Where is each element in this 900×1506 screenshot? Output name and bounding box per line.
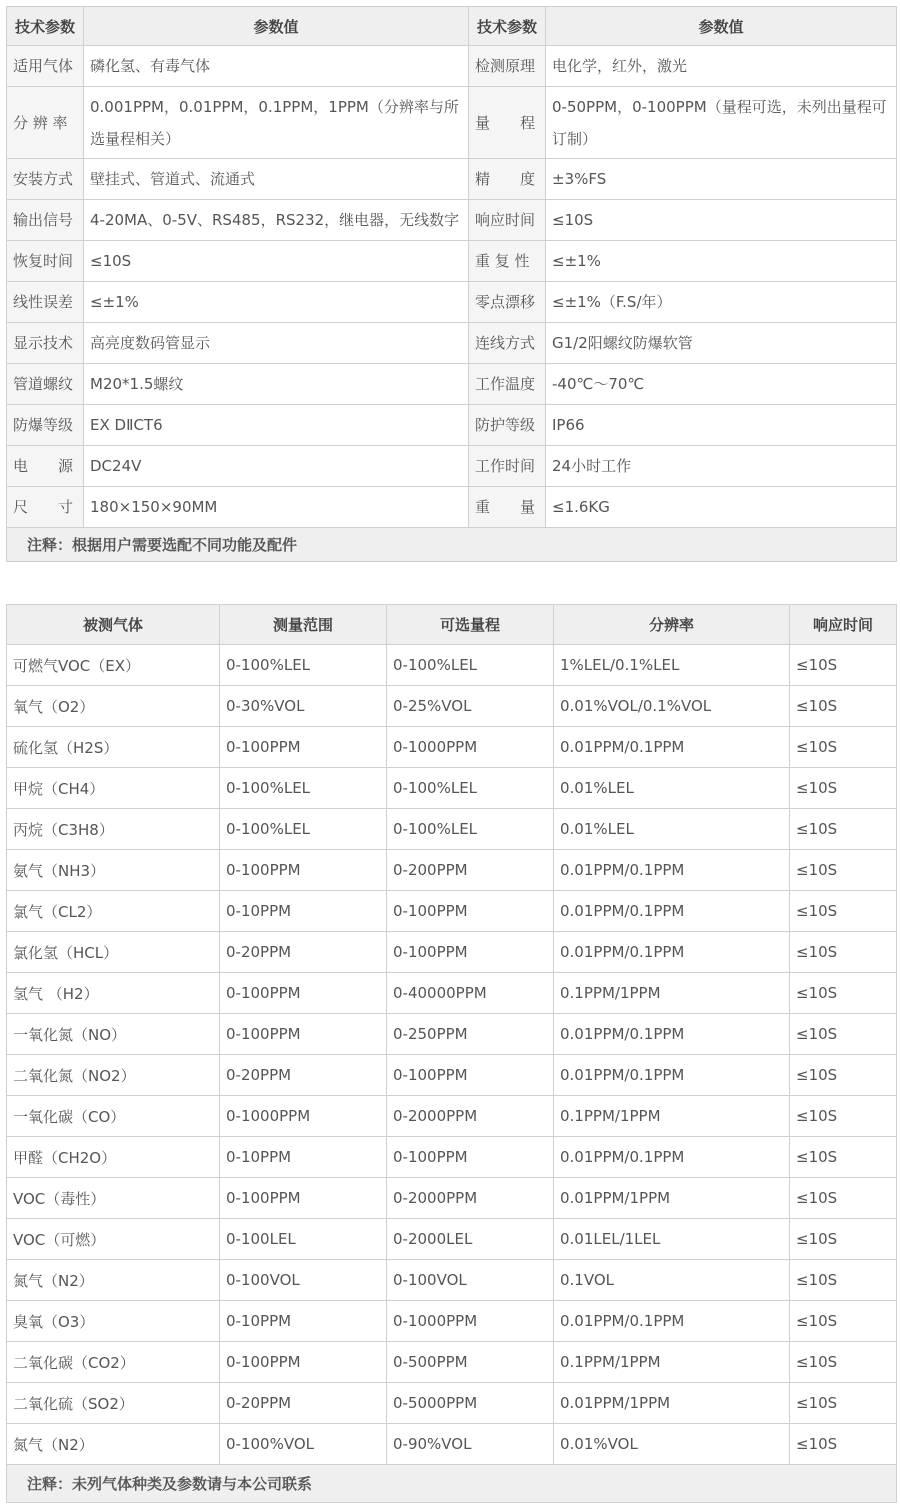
- spec-value: 180×150×90MM: [84, 487, 469, 528]
- spec-row: [7, 446, 897, 487]
- resolution-cell: 0.01LEL/1LEL: [554, 1219, 790, 1260]
- spec-value: -40℃～70℃: [546, 364, 897, 405]
- gas-row: [7, 850, 897, 891]
- optional-range-cell: 0-40000PPM: [387, 973, 554, 1014]
- gas-note-row: [7, 1465, 897, 1503]
- spec-value: ≤1.6KG: [546, 487, 897, 528]
- optional-range-cell: 0-5000PPM: [387, 1383, 554, 1424]
- gas-name-cell: 氧气（O2）: [7, 686, 220, 727]
- optional-range-cell: 0-1000PPM: [387, 727, 554, 768]
- range-cell: 0-100PPM: [220, 973, 387, 1014]
- resolution-cell: 0.01%LEL: [554, 809, 790, 850]
- gas-header-range: 测量范围: [220, 605, 387, 645]
- range-cell: 0-100PPM: [220, 1014, 387, 1055]
- resolution-cell: 0.01PPM/1PPM: [554, 1383, 790, 1424]
- response-time-cell: ≤10S: [790, 1137, 897, 1178]
- gas-row: [7, 1096, 897, 1137]
- optional-range-cell: 0-100%LEL: [387, 645, 554, 686]
- resolution-cell: 0.1VOL: [554, 1260, 790, 1301]
- gas-name-cell: VOC（毒性）: [7, 1178, 220, 1219]
- gas-header-row: [7, 605, 897, 645]
- spec-header-param: 技术参数: [7, 7, 84, 46]
- spec-value: EX DⅡCT6: [84, 405, 469, 446]
- spec-header-row: [7, 7, 897, 46]
- response-time-cell: ≤10S: [790, 1383, 897, 1424]
- range-cell: 0-100%LEL: [220, 768, 387, 809]
- response-time-cell: ≤10S: [790, 1260, 897, 1301]
- spec-value: 0.001PPM，0.01PPM，0.1PPM，1PPM（分辨率与所选量程相关）: [84, 87, 469, 159]
- gas-name-cell: 氯气（CL2）: [7, 891, 220, 932]
- optional-range-cell: 0-1000PPM: [387, 1301, 554, 1342]
- gas-row: [7, 1383, 897, 1424]
- range-cell: 0-20PPM: [220, 1383, 387, 1424]
- response-time-cell: ≤10S: [790, 1219, 897, 1260]
- spec-value: 0-50PPM，0-100PPM（量程可选，未列出量程可订制）: [546, 87, 897, 159]
- response-time-cell: ≤10S: [790, 1055, 897, 1096]
- resolution-cell: 0.01PPM/0.1PPM: [554, 891, 790, 932]
- gas-row: [7, 1342, 897, 1383]
- gas-name-cell: 硫化氢（H2S）: [7, 727, 220, 768]
- spec-row: [7, 487, 897, 528]
- response-time-cell: ≤10S: [790, 932, 897, 973]
- response-time-cell: ≤10S: [790, 1014, 897, 1055]
- gas-name-cell: 二氧化硫（SO2）: [7, 1383, 220, 1424]
- gas-row: [7, 932, 897, 973]
- spec-value: ≤10S: [546, 200, 897, 241]
- spec-value: 壁挂式、管道式、流通式: [84, 159, 469, 200]
- spec-label: 工作温度: [469, 364, 546, 405]
- gas-name-cell: 氯化氢（HCL）: [7, 932, 220, 973]
- range-cell: 0-100VOL: [220, 1260, 387, 1301]
- gas-name-cell: 二氧化碳（CO2）: [7, 1342, 220, 1383]
- gas-name-cell: 可燃气VOC（EX）: [7, 645, 220, 686]
- gas-row: [7, 809, 897, 850]
- gas-name-cell: 一氧化碳（CO）: [7, 1096, 220, 1137]
- spec-header-param: 技术参数: [469, 7, 546, 46]
- range-cell: 0-10PPM: [220, 1301, 387, 1342]
- spec-value: ≤±1%: [546, 241, 897, 282]
- gas-row: [7, 1424, 897, 1465]
- gas-name-cell: 臭氧（O3）: [7, 1301, 220, 1342]
- optional-range-cell: 0-100VOL: [387, 1260, 554, 1301]
- response-time-cell: ≤10S: [790, 1342, 897, 1383]
- spec-label: 适用气体: [7, 46, 84, 87]
- spec-label: 检测原理: [469, 46, 546, 87]
- gas-row: [7, 768, 897, 809]
- range-cell: 0-10PPM: [220, 1137, 387, 1178]
- spec-label: 重 复 性: [469, 241, 546, 282]
- spec-label: 精 度: [469, 159, 546, 200]
- range-cell: 0-100LEL: [220, 1219, 387, 1260]
- gas-table-body: [7, 645, 897, 1465]
- gas-name-cell: VOC（可燃）: [7, 1219, 220, 1260]
- spec-label: 恢复时间: [7, 241, 84, 282]
- optional-range-cell: 0-100PPM: [387, 932, 554, 973]
- range-cell: 0-20PPM: [220, 932, 387, 973]
- range-cell: 0-100%LEL: [220, 809, 387, 850]
- gas-row: [7, 1178, 897, 1219]
- spec-row: [7, 87, 897, 159]
- spec-label: 防护等级: [469, 405, 546, 446]
- spec-row: [7, 364, 897, 405]
- response-time-cell: ≤10S: [790, 809, 897, 850]
- response-time-cell: ≤10S: [790, 891, 897, 932]
- spec-label: 响应时间: [469, 200, 546, 241]
- response-time-cell: ≤10S: [790, 850, 897, 891]
- spec-label: 重 量: [469, 487, 546, 528]
- optional-range-cell: 0-2000PPM: [387, 1096, 554, 1137]
- optional-range-cell: 0-90%VOL: [387, 1424, 554, 1465]
- range-cell: 0-100PPM: [220, 850, 387, 891]
- spec-row: [7, 159, 897, 200]
- range-cell: 0-100PPM: [220, 1342, 387, 1383]
- spec-value: 电化学，红外，激光: [546, 46, 897, 87]
- gas-row: [7, 686, 897, 727]
- spec-value: ≤±1%: [84, 282, 469, 323]
- spec-label: 零点漂移: [469, 282, 546, 323]
- gas-row: [7, 645, 897, 686]
- resolution-cell: 0.01PPM/0.1PPM: [554, 932, 790, 973]
- optional-range-cell: 0-250PPM: [387, 1014, 554, 1055]
- spec-header-value: 参数值: [546, 7, 897, 46]
- spec-row: [7, 282, 897, 323]
- spec-value: IP66: [546, 405, 897, 446]
- gas-row: [7, 891, 897, 932]
- response-time-cell: ≤10S: [790, 973, 897, 1014]
- spec-note: 注释：根据用户需要选配不同功能及配件: [7, 528, 897, 562]
- optional-range-cell: 0-25%VOL: [387, 686, 554, 727]
- spec-value: 4-20MA、0-5V、RS485，RS232，继电器，无线数字: [84, 200, 469, 241]
- range-cell: 0-100%VOL: [220, 1424, 387, 1465]
- response-time-cell: ≤10S: [790, 1096, 897, 1137]
- spec-row: [7, 200, 897, 241]
- spec-row: [7, 46, 897, 87]
- gas-row: [7, 973, 897, 1014]
- spec-label: 显示技术: [7, 323, 84, 364]
- spec-value: 高亮度数码管显示: [84, 323, 469, 364]
- range-cell: 0-30%VOL: [220, 686, 387, 727]
- gas-header-response-time: 响应时间: [790, 605, 897, 645]
- gas-row: [7, 727, 897, 768]
- optional-range-cell: 0-2000PPM: [387, 1178, 554, 1219]
- gas-name-cell: 氮气（N2）: [7, 1260, 220, 1301]
- spec-value: ≤±1%（F.S/年）: [546, 282, 897, 323]
- resolution-cell: 0.01PPM/0.1PPM: [554, 1055, 790, 1096]
- optional-range-cell: 0-500PPM: [387, 1342, 554, 1383]
- response-time-cell: ≤10S: [790, 1301, 897, 1342]
- spec-table: [6, 6, 897, 562]
- gas-note: 注释：未列气体种类及参数请与本公司联系: [7, 1465, 897, 1503]
- gas-name-cell: 丙烷（C3H8）: [7, 809, 220, 850]
- gas-name-cell: 一氧化氮（NO）: [7, 1014, 220, 1055]
- resolution-cell: 1%LEL/0.1%LEL: [554, 645, 790, 686]
- gas-row: [7, 1301, 897, 1342]
- spec-label: 分 辨 率: [7, 87, 84, 159]
- range-cell: 0-100%LEL: [220, 645, 387, 686]
- gas-name-cell: 氨气（NH3）: [7, 850, 220, 891]
- gas-name-cell: 氢气 （H2）: [7, 973, 220, 1014]
- gas-header-optional-range: 可选量程: [387, 605, 554, 645]
- spec-value: ±3%FS: [546, 159, 897, 200]
- gas-row: [7, 1137, 897, 1178]
- spec-label: 线性误差: [7, 282, 84, 323]
- spec-label: 管道螺纹: [7, 364, 84, 405]
- spec-note-row: [7, 528, 897, 562]
- response-time-cell: ≤10S: [790, 1424, 897, 1465]
- resolution-cell: 0.1PPM/1PPM: [554, 1096, 790, 1137]
- spec-row: [7, 323, 897, 364]
- spec-label: 输出信号: [7, 200, 84, 241]
- spec-label: 工作时间: [469, 446, 546, 487]
- gas-row: [7, 1260, 897, 1301]
- gas-row: [7, 1219, 897, 1260]
- spec-row: [7, 241, 897, 282]
- range-cell: 0-10PPM: [220, 891, 387, 932]
- range-cell: 0-100PPM: [220, 727, 387, 768]
- gas-header-resolution: 分辨率: [554, 605, 790, 645]
- spec-value: M20*1.5螺纹: [84, 364, 469, 405]
- optional-range-cell: 0-100PPM: [387, 1137, 554, 1178]
- spec-value: ≤10S: [84, 241, 469, 282]
- response-time-cell: ≤10S: [790, 727, 897, 768]
- spec-label: 电 源: [7, 446, 84, 487]
- range-cell: 0-1000PPM: [220, 1096, 387, 1137]
- range-cell: 0-20PPM: [220, 1055, 387, 1096]
- resolution-cell: 0.01%LEL: [554, 768, 790, 809]
- spec-header-value: 参数值: [84, 7, 469, 46]
- gas-header-gas: 被测气体: [7, 605, 220, 645]
- resolution-cell: 0.01PPM/0.1PPM: [554, 1137, 790, 1178]
- spec-row: [7, 405, 897, 446]
- optional-range-cell: 0-2000LEL: [387, 1219, 554, 1260]
- gas-table: [6, 604, 897, 1503]
- resolution-cell: 0.01PPM/0.1PPM: [554, 850, 790, 891]
- spec-label: 安装方式: [7, 159, 84, 200]
- resolution-cell: 0.01%VOL/0.1%VOL: [554, 686, 790, 727]
- spec-value: 24小时工作: [546, 446, 897, 487]
- resolution-cell: 0.01%VOL: [554, 1424, 790, 1465]
- gas-name-cell: 氮气（N2）: [7, 1424, 220, 1465]
- resolution-cell: 0.1PPM/1PPM: [554, 1342, 790, 1383]
- optional-range-cell: 0-100%LEL: [387, 809, 554, 850]
- optional-range-cell: 0-100PPM: [387, 891, 554, 932]
- gas-name-cell: 甲醛（CH2O）: [7, 1137, 220, 1178]
- gas-name-cell: 甲烷（CH4）: [7, 768, 220, 809]
- spec-label: 连线方式: [469, 323, 546, 364]
- gas-row: [7, 1014, 897, 1055]
- optional-range-cell: 0-200PPM: [387, 850, 554, 891]
- response-time-cell: ≤10S: [790, 686, 897, 727]
- response-time-cell: ≤10S: [790, 645, 897, 686]
- range-cell: 0-100PPM: [220, 1178, 387, 1219]
- optional-range-cell: 0-100PPM: [387, 1055, 554, 1096]
- resolution-cell: 0.01PPM/0.1PPM: [554, 1301, 790, 1342]
- resolution-cell: 0.01PPM/1PPM: [554, 1178, 790, 1219]
- response-time-cell: ≤10S: [790, 1178, 897, 1219]
- gas-name-cell: 二氧化氮（NO2）: [7, 1055, 220, 1096]
- resolution-cell: 0.01PPM/0.1PPM: [554, 727, 790, 768]
- optional-range-cell: 0-100%LEL: [387, 768, 554, 809]
- spec-value: G1/2阳螺纹防爆软管: [546, 323, 897, 364]
- resolution-cell: 0.1PPM/1PPM: [554, 973, 790, 1014]
- spec-label: 尺 寸: [7, 487, 84, 528]
- spec-label: 防爆等级: [7, 405, 84, 446]
- spec-value: 磷化氢、有毒气体: [84, 46, 469, 87]
- response-time-cell: ≤10S: [790, 768, 897, 809]
- gas-row: [7, 1055, 897, 1096]
- spec-label: 量 程: [469, 87, 546, 159]
- resolution-cell: 0.01PPM/0.1PPM: [554, 1014, 790, 1055]
- spec-value: DC24V: [84, 446, 469, 487]
